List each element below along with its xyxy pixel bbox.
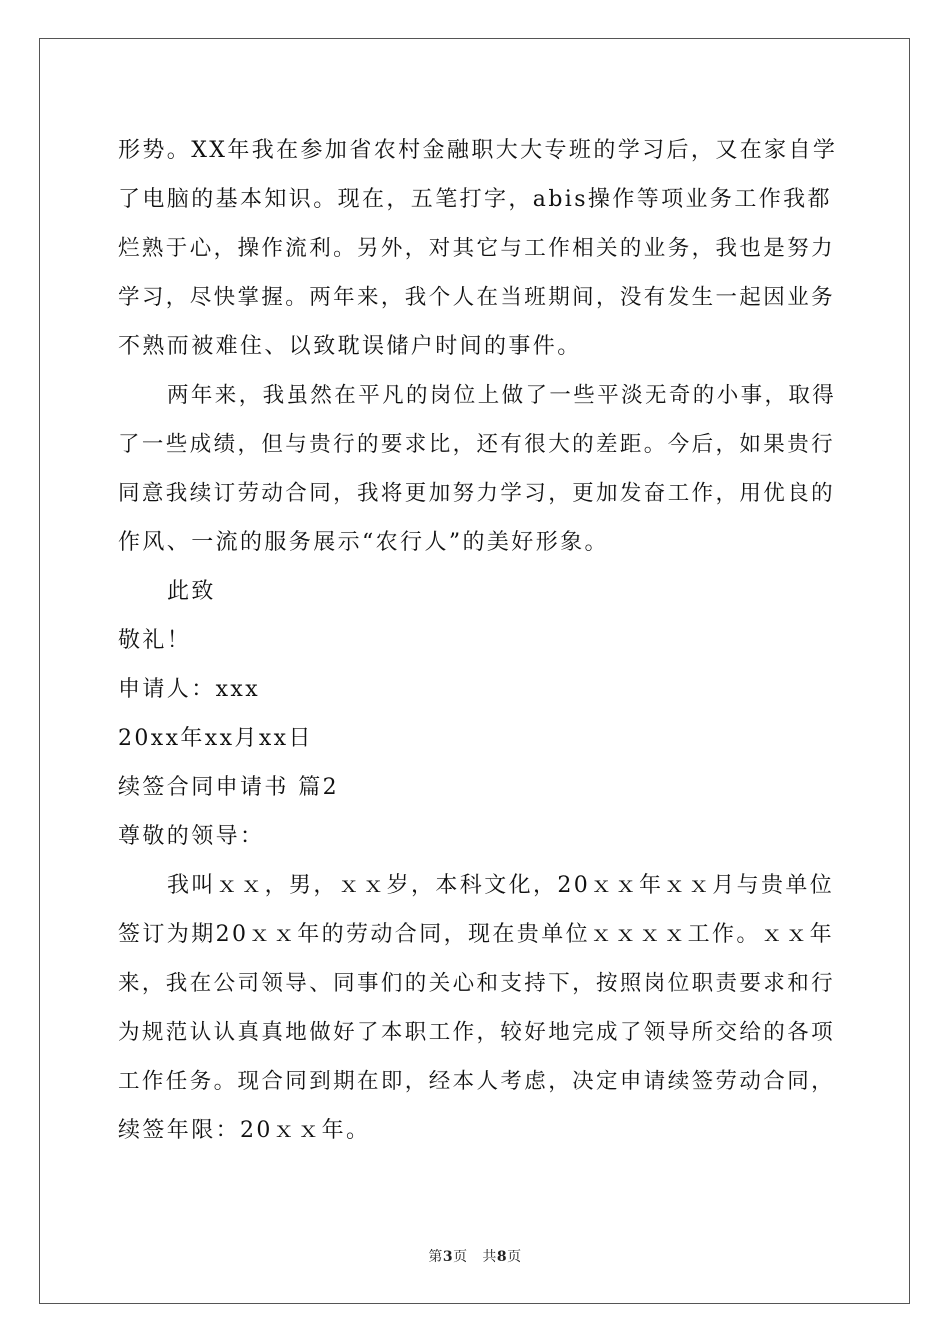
text-line: 签订为期20ｘｘ年的劳动合同，现在贵单位ｘｘｘｘ工作。ｘｘ年 bbox=[118, 922, 834, 947]
text-line: 工作任务。现合同到期在即，经本人考虑，决定申请续签劳动合同， bbox=[118, 1069, 836, 1094]
page-mid: 页 共 bbox=[453, 1249, 497, 1265]
text-line: 形势。XX年我在参加省农村金融职大大专班的学习后，又在家自学 bbox=[118, 138, 838, 163]
text-line: 我叫ｘｘ，男，ｘｘ岁，本科文化，20ｘｘ年ｘｘ月与贵单位 bbox=[167, 873, 835, 898]
page-prefix: 第 bbox=[428, 1249, 443, 1265]
text-line: 了电脑的基本知识。现在，五笔打字，abis操作等项业务工作我都 bbox=[118, 187, 832, 212]
section-title: 续签合同申请书 篇2 bbox=[118, 775, 339, 800]
applicant-name: 申请人：xxx bbox=[118, 677, 261, 702]
closing-respect: 敬礼！ bbox=[118, 628, 192, 653]
text-line: 了一些成绩，但与贵行的要求比，还有很大的差距。今后，如果贵行 bbox=[118, 432, 836, 457]
text-line: 烂熟于心，操作流利。另外，对其它与工作相关的业务，我也是努力 bbox=[118, 236, 836, 261]
page-number-footer bbox=[0, 1246, 950, 1266]
text-line: 同意我续订劳动合同，我将更加努力学习，更加发奋工作，用优良的 bbox=[118, 481, 836, 506]
text-line: 作风、一流的服务展示“农行人”的美好形象。 bbox=[118, 530, 609, 555]
text-line: 续签年限：20ｘｘ年。 bbox=[118, 1118, 371, 1143]
text-line: 不熟而被难住、以致耽误储户时间的事件。 bbox=[118, 334, 582, 359]
text-line: 来，我在公司领导、同事们的关心和支持下，按照岗位职责要求和行 bbox=[118, 971, 836, 996]
greeting: 尊敬的领导： bbox=[118, 824, 265, 849]
text-line: 两年来，我虽然在平凡的岗位上做了一些平淡无奇的小事，取得 bbox=[167, 383, 837, 408]
page-suffix: 页 bbox=[507, 1249, 522, 1265]
document-body bbox=[118, 126, 838, 1155]
total-page-number: 8 bbox=[496, 1249, 508, 1265]
closing-salutation: 此致 bbox=[167, 579, 216, 604]
text-line: 学习，尽快掌握。两年来，我个人在当班期间，没有发生一起因业务 bbox=[118, 285, 836, 310]
signature-date: 20xx年xx月xx日 bbox=[118, 726, 313, 751]
current-page-number: 3 bbox=[442, 1249, 454, 1265]
text-line: 为规范认认真真地做好了本职工作，较好地完成了领导所交给的各项 bbox=[118, 1020, 836, 1045]
